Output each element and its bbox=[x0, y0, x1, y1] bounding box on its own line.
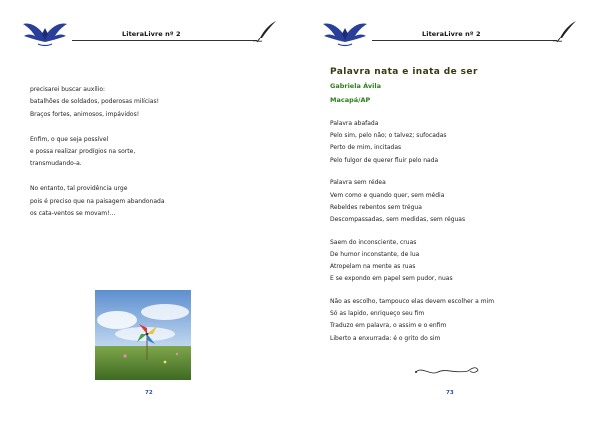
winged-logo-icon bbox=[322, 18, 368, 48]
text-line: Enfim, o que seja possível bbox=[30, 135, 109, 143]
poem-line: Liberto a enxurrada: é o grito do sim bbox=[330, 334, 441, 342]
stanza-gap bbox=[330, 285, 580, 296]
page-header bbox=[322, 18, 578, 50]
poem-line: Rebeldes rebentos sem trégua bbox=[330, 203, 422, 211]
poem-line: E se expondo em papel sem pudor, nuas bbox=[330, 275, 453, 283]
poem-line: De humor inconstante, de lua bbox=[330, 250, 420, 258]
poem-line: Pelo sim, pelo não; o talvez; sufocadas bbox=[330, 132, 447, 140]
text-line: No entanto, tal providência urge bbox=[30, 185, 128, 193]
poem-line: Perto de mim, incitadas bbox=[330, 144, 402, 152]
poem-line: Saem do inconsciente, cruas bbox=[330, 238, 417, 246]
text-line: transmudando-a. bbox=[30, 160, 82, 168]
stanza-gap bbox=[30, 171, 270, 183]
poem-line: Atropelam na mente as ruas bbox=[330, 263, 416, 271]
header-title: LiteraLivre nº 2 bbox=[122, 30, 181, 38]
left-text bbox=[30, 84, 270, 220]
poem-line: Traduzo em palavra, o assim e o enfim bbox=[330, 322, 447, 330]
poem-title: Palavra nata e inata de ser bbox=[330, 67, 478, 77]
text-line: Braços fortes, animosos, impávidos! bbox=[30, 110, 140, 118]
poem-place: Macapá/AP bbox=[330, 96, 371, 104]
text-line: batalhões de soldados, poderosas milícias! bbox=[30, 98, 159, 106]
pinwheel-photo bbox=[95, 290, 191, 380]
header-rule bbox=[72, 40, 257, 41]
poem-text bbox=[330, 118, 580, 345]
poem-line: Pelo fulgor de querer fluir pelo nada bbox=[330, 156, 439, 164]
poem-line: Descompassadas, sem medidas, sem réguas bbox=[330, 215, 466, 223]
page-header bbox=[22, 18, 278, 50]
poem-line: Palavra sem rédea bbox=[330, 179, 386, 187]
poem-author: Gabriela Ávila bbox=[330, 82, 381, 90]
text-line: precisarei buscar auxílio: bbox=[30, 86, 106, 93]
poem-line: Palavra abafada bbox=[330, 120, 379, 127]
winged-logo-icon bbox=[22, 18, 68, 48]
right-page bbox=[300, 0, 600, 424]
quill-icon bbox=[252, 20, 278, 44]
page-number: 72 bbox=[145, 390, 153, 396]
quill-icon bbox=[552, 20, 578, 44]
poem-line: Só as lapido, enriqueço seu fim bbox=[330, 310, 425, 318]
page-number: 73 bbox=[446, 390, 454, 396]
text-line: os cata-ventos se movam!... bbox=[30, 209, 116, 217]
poem-line: Vem como e quando quer, sem média bbox=[330, 191, 445, 199]
stanza-gap bbox=[330, 167, 580, 178]
header-title: LiteraLivre nº 2 bbox=[422, 30, 481, 38]
poem-line: Não as escolho, tampouco elas devem escolher a mim bbox=[330, 298, 495, 306]
flourish-ornament bbox=[412, 362, 482, 378]
stanza-gap bbox=[330, 226, 580, 237]
header-rule bbox=[372, 40, 557, 41]
stanza-gap bbox=[30, 121, 270, 133]
text-line: pois é preciso que na paisagem abandonada bbox=[30, 197, 165, 205]
text-line: e possa realizar prodígios na sorte, bbox=[30, 147, 136, 155]
